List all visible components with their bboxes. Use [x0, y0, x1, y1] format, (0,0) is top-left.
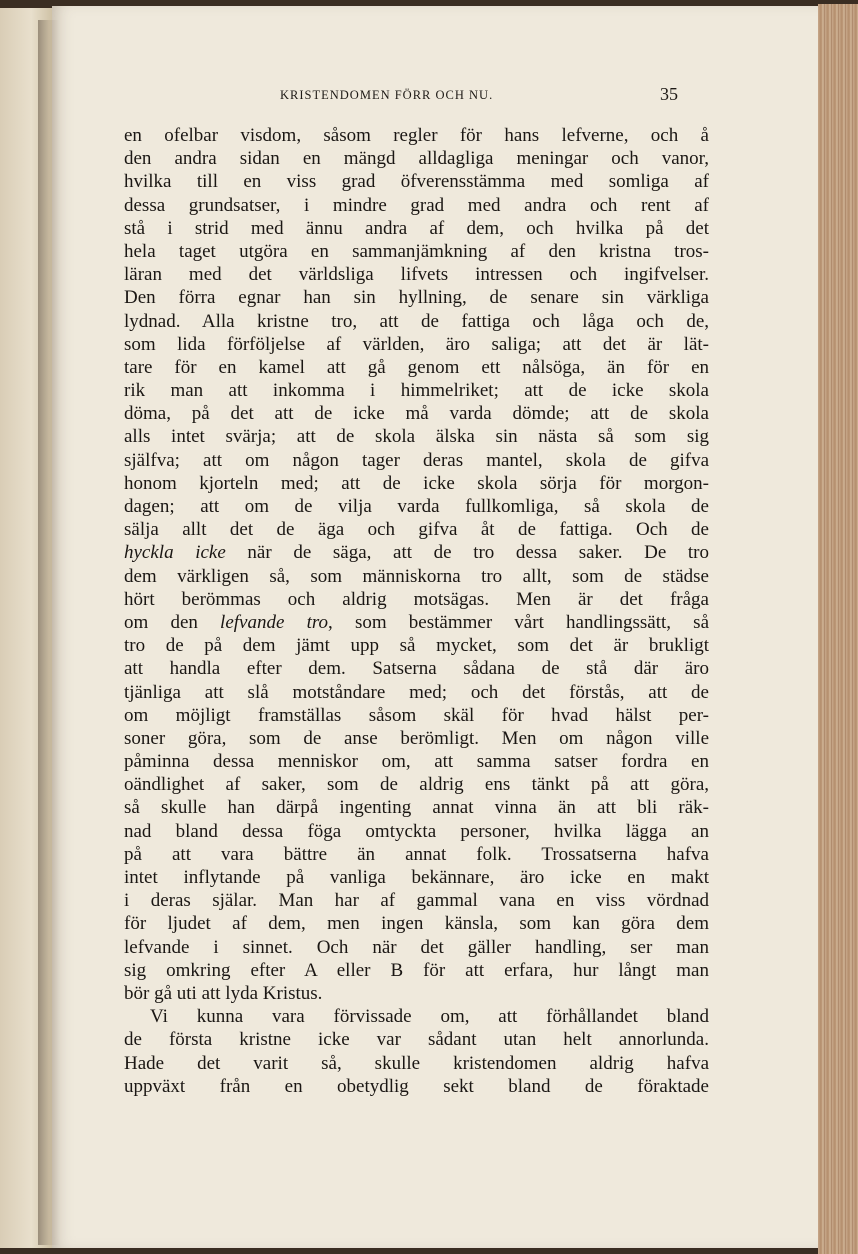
text-line: läran med det världsliga lifvets intressen och ingifvelser.: [124, 264, 709, 286]
text-line: Den förra egnar han sin hyllning, de senare sin värkliga: [124, 287, 709, 309]
page-gutter-shadow: [38, 20, 60, 1245]
text-line: tare för en kamel att gå genom ett nålsöga, än för en: [124, 356, 709, 378]
text-line: döma, på det att de icke må varda dömde; att de skola: [124, 403, 709, 425]
text-line: honom kjorteln med; att de icke skola sörja för morgon-: [124, 472, 709, 494]
text-line: rik man att inkomma i himmelriket; att de icke skola: [124, 380, 709, 402]
text-line: på att vara bättre än annat folk. Trossatserna hafva: [124, 843, 709, 865]
text-line: oändlighet af saker, som de aldrig ens tänkt på att göra,: [124, 774, 709, 796]
paragraph-end-line: bör gå uti att lyda Kristus.: [124, 982, 323, 1004]
text-line: så skulle han därpå ingenting annat vinna än att bli räk-: [124, 797, 709, 819]
text-line: den andra sidan en mängd alldagliga meningar och vanor,: [124, 148, 709, 170]
paragraph-start-line: Vi kunna vara förvissade om, att förhållandet bland: [150, 1006, 709, 1028]
text-line: nad bland dessa föga omtyckta personer, hvilka lägga an: [124, 820, 709, 842]
text-line: dessa grundsatser, i mindre grad med andra och rent af: [124, 194, 709, 216]
page-header: [280, 84, 710, 106]
text-line: de första kristne icke var sådant utan helt annorlunda.: [124, 1029, 709, 1051]
text-line: dagen; att om de vilja varda fullkomliga, så skola de: [124, 496, 709, 517]
text-line: att handla efter dem. Satserna sådana de stå där äro: [124, 658, 709, 680]
body-text: [124, 124, 709, 1098]
text-line: som lida förföljelse af världen, äro saliga; att det är lät-: [124, 333, 709, 355]
text-line: soner göra, som de anse berömligt. Men om någon ville: [124, 727, 709, 749]
text-line: hört berömmas och aldrig motsägas. Men är det fråga: [124, 588, 709, 610]
text-line: tro de på dem jämt upp så mycket, som det är brukligt: [124, 635, 709, 657]
text-line: för ljudet af dem, men ingen känsla, som kan göra dem: [124, 913, 709, 935]
text-line: hela taget utgöra en sammanjämkning af den kristna tros-: [124, 240, 709, 262]
text-line: uppväxt från en obetydlig sekt bland de föraktade: [124, 1075, 709, 1097]
text-line: stå i strid med ännu andra af dem, och hvilka på det: [124, 217, 709, 239]
italic-phrase: hyckla icke: [124, 542, 226, 564]
page-number: 35: [660, 84, 678, 104]
text-line: själfva; att om någon tager deras mantel, skola de gifva: [124, 449, 709, 471]
italic-phrase: lefvande tro: [220, 611, 329, 633]
text-segment: när de säga, att de tro dessa saker. De tro: [225, 542, 710, 564]
text-line-mixed: [124, 611, 709, 634]
text-line: intet inflytande på vanliga bekännare, äro icke en makt: [124, 867, 709, 888]
text-segment: , som bestämmer vårt handlingssätt, så: [328, 611, 710, 633]
text-line: om möjligt framställas såsom skäl för hvad hälst per-: [124, 704, 709, 726]
text-line: dem värkligen så, som människorna tro allt, som de städse: [124, 565, 709, 587]
text-line: påminna dessa menniskor om, att samma satser fordra en: [124, 751, 709, 773]
text-line: lydnad. Alla kristne tro, att de fattiga och låga och de,: [124, 310, 709, 332]
text-line: i deras själar. Man har af gammal vana en viss vördnad: [124, 890, 709, 912]
running-head: KRISTENDOMEN FÖRR OCH NU.: [280, 88, 494, 102]
text-line: hvilka till en viss grad öfverensstämma med somliga af: [124, 171, 709, 193]
text-line: en ofelbar visdom, såsom regler för hans lefverne, och å: [124, 125, 709, 146]
text-line: Hade det varit så, skulle kristendomen aldrig hafva: [124, 1052, 709, 1074]
text-line: lefvande i sinnet. Och när det gäller handling, ser man: [124, 936, 709, 958]
page-stack-edge: [818, 4, 858, 1254]
text-line: sälja allt det de äga och gifva åt de fattiga. Och de: [124, 519, 709, 541]
text-line: sig omkring efter A eller B för att erfara, hur långt man: [124, 959, 709, 981]
text-line: tjänliga att slå motståndare med; och det förstås, att de: [124, 681, 709, 703]
text-line-mixed: [124, 541, 709, 564]
text-segment: om den: [124, 611, 221, 633]
text-line: alls intet svärja; att de skola älska sin nästa så som sig: [124, 426, 709, 448]
